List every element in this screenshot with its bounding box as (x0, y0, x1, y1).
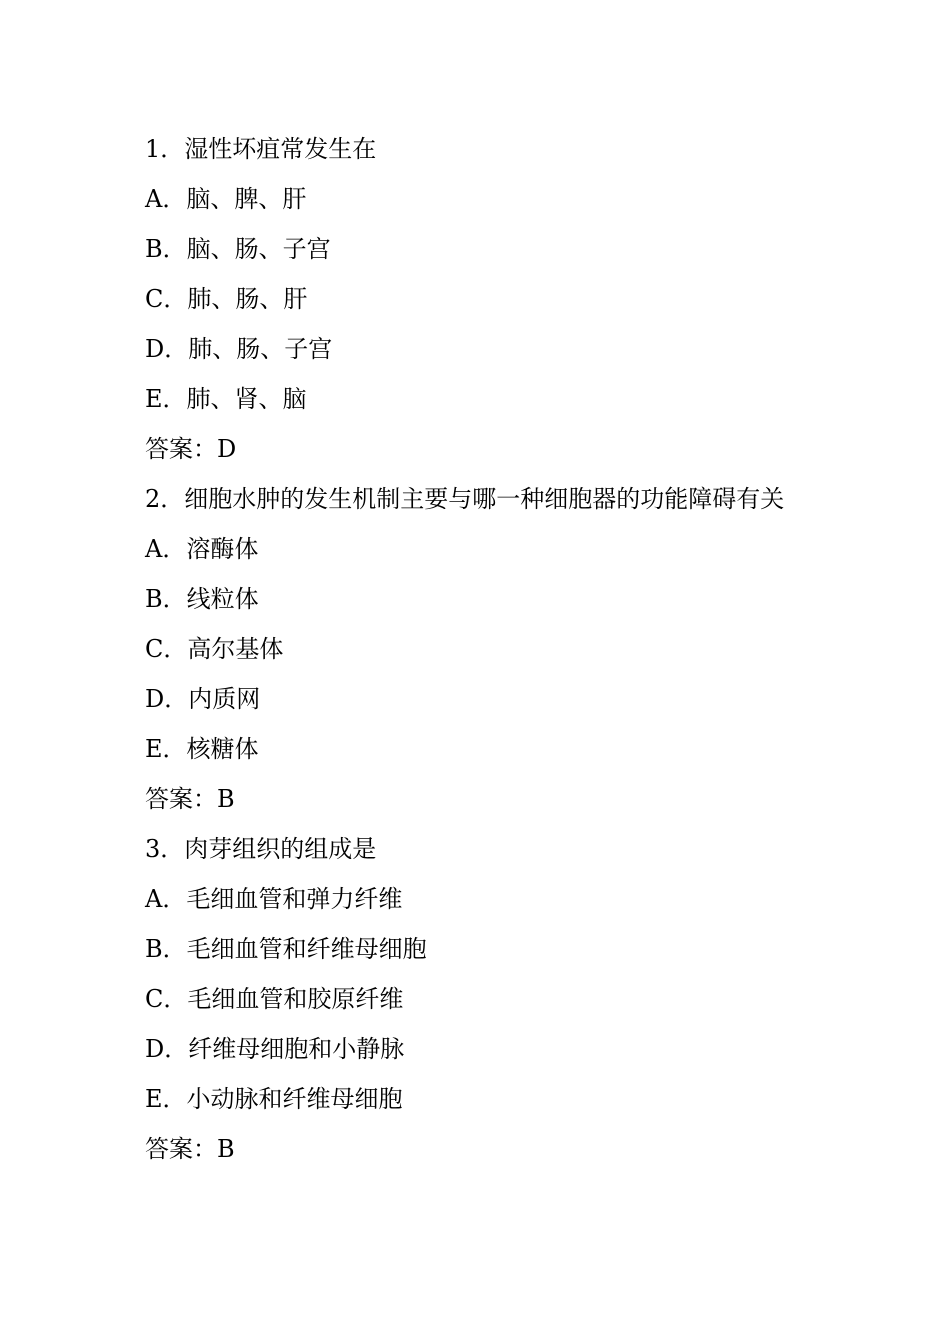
question-block-1 (145, 124, 815, 474)
question-stem: 3．肉芽组织的组成是 (145, 835, 377, 863)
option-b: B．脑、肠、子宫 (145, 235, 331, 263)
question-block-3 (145, 824, 815, 1174)
option-e: E．小动脉和纤维母细胞 (145, 1085, 403, 1113)
option-b: B．毛细血管和纤维母细胞 (145, 935, 427, 963)
question-stem: 1．湿性坏疽常发生在 (145, 135, 377, 163)
answer: 答案：B (145, 1135, 235, 1163)
option-d: D．肺、肠、子宫 (145, 335, 333, 363)
option-c: C．毛细血管和胶原纤维 (145, 985, 404, 1013)
option-a: A．毛细血管和弹力纤维 (145, 885, 403, 913)
option-c: C．高尔基体 (145, 635, 284, 663)
answer: 答案：B (145, 785, 235, 813)
option-a: A．脑、脾、肝 (145, 185, 307, 213)
option-d: D．内质网 (145, 685, 261, 713)
option-c: C．肺、肠、肝 (145, 285, 308, 313)
document-page (145, 124, 815, 1174)
option-d: D．纤维母细胞和小静脉 (145, 1035, 405, 1063)
option-b: B．线粒体 (145, 585, 259, 613)
option-a: A．溶酶体 (145, 535, 259, 563)
answer: 答案：D (145, 435, 237, 463)
question-block-2 (145, 474, 815, 824)
option-e: E．肺、肾、脑 (145, 385, 307, 413)
option-e: E．核糖体 (145, 735, 259, 763)
question-stem: 2．细胞水肿的发生机制主要与哪一种细胞器的功能障碍有关 (145, 485, 785, 513)
